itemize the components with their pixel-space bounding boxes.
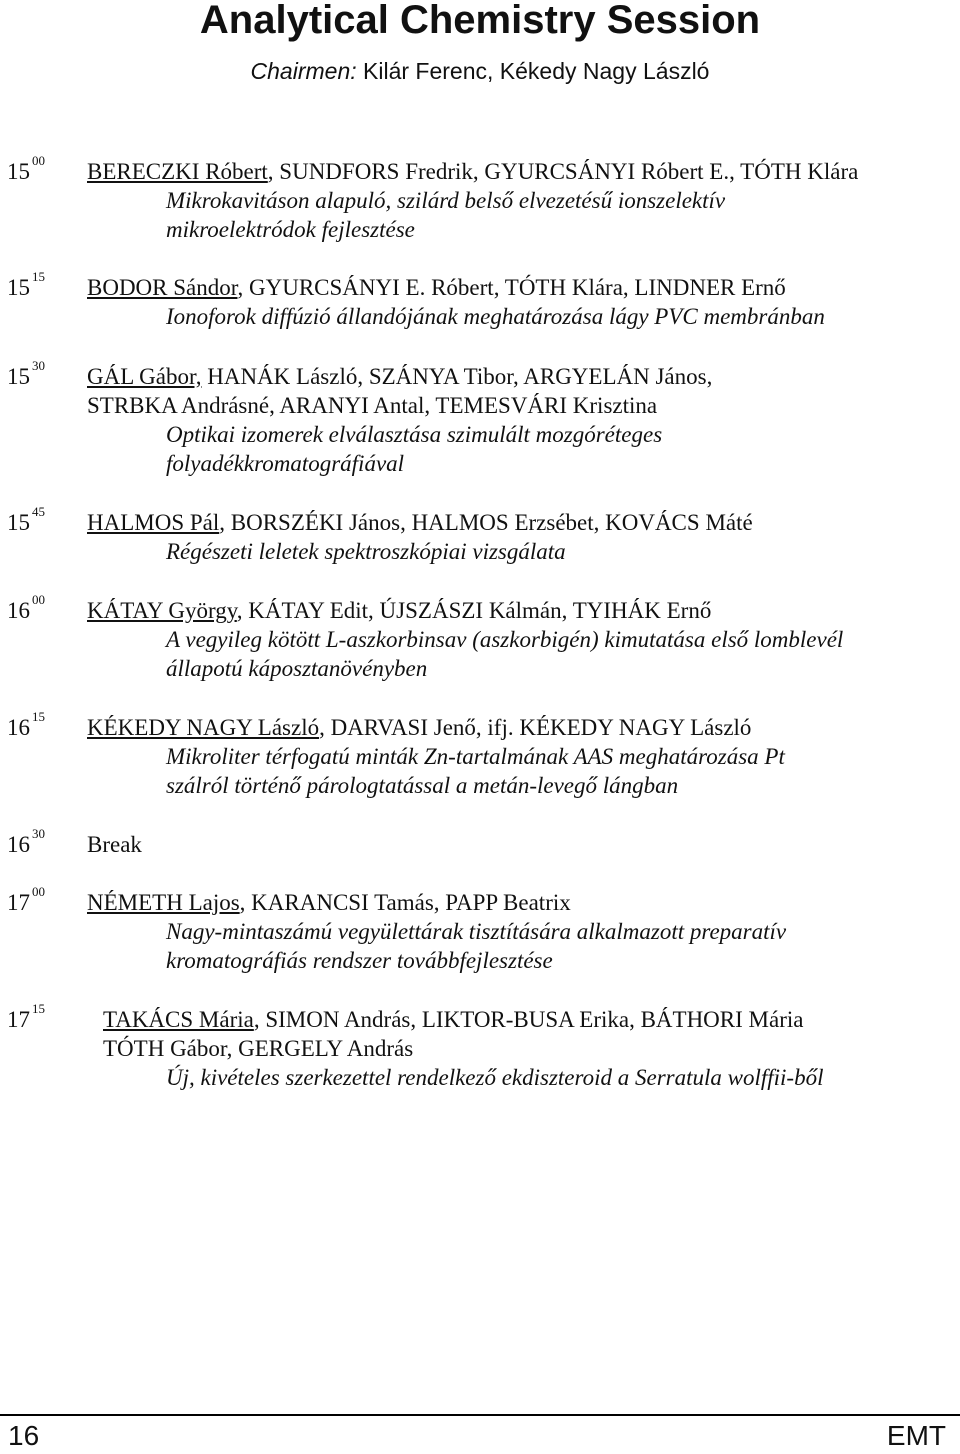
footer-rule — [0, 1414, 960, 1416]
publisher-mark: EMT — [886, 1420, 946, 1451]
presenting-author: TAKÁCS Mária — [103, 1007, 254, 1032]
co-authors: , SIMON András, LIKTOR-BUSA Erika, BÁTHORI Mária — [253, 1007, 804, 1032]
time-slot: 17 $^{15}$ — [7, 1001, 45, 1032]
talk-title-line: Nagy-mintaszámú vegyülettárak tisztítására alkalmazott preparatív — [166, 919, 787, 944]
talk-title-line: mikroelektródok fejlesztése — [166, 217, 415, 242]
time-slot: 15 $^{30}$ — [7, 358, 45, 389]
break-label: Break — [87, 832, 142, 857]
time-slot: 16 $^{30}$ — [7, 826, 45, 857]
time-slot: 16 $^{00}$ — [7, 592, 45, 623]
time-slot: 15 $^{15}$ — [7, 269, 45, 300]
authors — [87, 596, 947, 625]
chairmen-line — [0, 58, 960, 85]
authors — [87, 362, 947, 391]
authors — [87, 713, 947, 742]
talk-title-line: Mikrokavitáson alapuló, szilárd belső elvezetésű ionszelektív — [166, 188, 726, 213]
talk-title-line: A vegyileg kötött L-aszkorbinsav (aszkorbigén) kimutatása első lomblevél — [166, 627, 844, 652]
co-authors: , GYURCSÁNYI E. Róbert, TÓTH Klára, LINDNER Ernő — [237, 275, 786, 300]
presenting-author: HALMOS Pál — [87, 510, 220, 535]
talk-title-line: Régészeti leletek spektroszkópiai vizsgálata — [166, 539, 566, 564]
time-slot: 16 $^{15}$ — [7, 709, 45, 740]
authors-continued: TÓTH Gábor, GERGELY András — [103, 1036, 414, 1061]
authors — [87, 888, 947, 917]
co-authors: , KÁTAY Edit, ÚJSZÁSZI Kálmán, TYIHÁK Ernő — [236, 598, 712, 623]
authors — [87, 508, 947, 537]
time-slot: 15 $^{45}$ — [7, 504, 45, 535]
presenting-author: GÁL Gábor, — [87, 364, 202, 389]
co-authors: , DARVASI Jenő, ifj. KÉKEDY NAGY László — [319, 715, 752, 740]
talk-title-line: Ionoforok diffúzió állandójának meghatározása lágy PVC membránban — [166, 304, 825, 329]
session-title: Analytical Chemistry Session — [199, 0, 761, 42]
presenting-author: BERECZKI Róbert — [87, 159, 268, 184]
talk-title-line: kromatográfiás rendszer továbbfejlesztése — [166, 948, 553, 973]
co-authors: , BORSZÉKI János, HALMOS Erzsébet, KOVÁCS Máté — [219, 510, 753, 535]
presenting-author: KÉKEDY NAGY László — [87, 715, 320, 740]
talk-title-line: szálról történő párologtatással a metán-levegő lángban — [166, 773, 679, 798]
chairmen-label: Chairmen: — [250, 58, 357, 84]
talk-title-line: állapotú káposztanövényben — [166, 656, 428, 681]
talk-title-line: Mikroliter térfogatú minták Zn-tartalmának AAS meghatározása Pt — [166, 744, 785, 769]
authors — [87, 273, 947, 302]
authors — [103, 1005, 960, 1034]
presenting-author: KÁTAY György — [87, 598, 237, 623]
chairmen-names: Kilár Ferenc, Kékedy Nagy László — [363, 58, 710, 84]
co-authors: , KARANCSI Tamás, PAPP Beatrix — [239, 890, 571, 915]
presenting-author: BODOR Sándor — [87, 275, 238, 300]
co-authors: HANÁK László, SZÁNYA Tibor, ARGYELÁN János, — [201, 364, 713, 389]
presenting-author: NÉMETH Lajos — [87, 890, 240, 915]
page-number: 16 — [8, 1420, 40, 1451]
time-slot: 17 $^{00}$ — [7, 884, 45, 915]
authors-continued: STRBKA Andrásné, ARANYI Antal, TEMESVÁRI Krisztina — [87, 393, 658, 418]
co-authors: , SUNDFORS Fredrik, GYURCSÁNYI Róbert E., TÓTH Klára — [267, 159, 859, 184]
time-slot: 15 $^{00}$ — [7, 153, 45, 184]
talk-title-line: folyadékkromatográfiával — [166, 451, 405, 476]
authors — [87, 157, 947, 186]
talk-title-line: Új, kivételes szerkezettel rendelkező ekdiszteroid a Serratula wolffii-ből — [166, 1065, 824, 1090]
talk-title-line: Optikai izomerek elválasztása szimulált mozgóréteges — [166, 422, 663, 447]
